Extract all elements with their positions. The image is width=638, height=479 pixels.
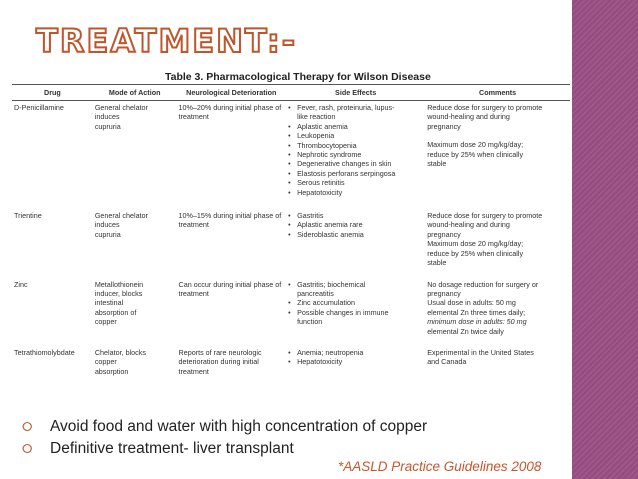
comment-line: Maximum dose 20 mg/kg/day;	[427, 239, 524, 249]
table-row	[12, 101, 570, 198]
side-effect-item: • Degenerative changes in skin	[288, 159, 423, 168]
mode-cell-line: induces	[94, 112, 120, 122]
side-effects-cell	[286, 101, 425, 198]
side-effects-list	[288, 348, 423, 367]
comment-line: Experimental in the United States	[427, 347, 534, 357]
row-spacer-cell	[12, 197, 570, 209]
column-header: Side Effects	[286, 85, 425, 101]
comments-cell	[425, 101, 570, 198]
table-row	[12, 209, 570, 267]
comments-cell	[425, 209, 570, 267]
neuro-cell-line: Reports of rare neurologic	[178, 347, 262, 357]
side-effect-item: • Hepatotoxicity	[288, 188, 423, 197]
neuro-cell	[177, 209, 287, 267]
comment-line: Usual dose in adults: 50 mg	[427, 298, 516, 308]
column-header: Mode of Action	[93, 85, 177, 101]
drug-cell: Tetrathiomolybdate	[14, 347, 75, 357]
row-spacer-cell	[12, 336, 570, 346]
comments-cell	[425, 346, 570, 376]
bullet-item	[16, 416, 427, 438]
column-header: Comments	[425, 85, 570, 101]
neuro-cell-line: treatment	[178, 288, 209, 298]
mode-cell-line: absorption	[94, 366, 129, 376]
row-spacer	[12, 197, 570, 209]
table-body	[12, 101, 570, 377]
side-effect-item: • Thrombocytopenia	[288, 141, 423, 150]
mode-cell-line: absorption of	[94, 307, 137, 317]
side-effect-item: • Gastritis	[288, 211, 423, 220]
comment-line: pregnancy	[427, 121, 461, 131]
table-header-row	[12, 85, 570, 101]
bullet-marker-icon: ⭘	[22, 441, 33, 456]
table-row	[12, 346, 570, 376]
side-effect-item: • Fever, rash, proteinuria, lupus-	[288, 103, 423, 112]
mode-cell-line: copper	[94, 357, 117, 367]
comment-line: stable	[427, 258, 447, 268]
side-effects-list	[288, 103, 423, 197]
slide-title: TREATMENT:-	[36, 22, 298, 60]
bullet-item	[16, 438, 427, 460]
mode-cell-line: Metallothionein	[94, 279, 144, 289]
neuro-cell-line: Can occur during initial phase of	[178, 279, 282, 289]
neuro-cell	[177, 278, 287, 336]
bullet-text: Definitive treatment- liver transplant	[50, 440, 294, 457]
neuro-cell-line: treatment	[178, 112, 209, 122]
mode-cell-line: copper	[94, 317, 117, 327]
table-title: Table 3. Pharmacological Therapy for Wilson Disease	[165, 71, 431, 83]
side-effect-item: • Leukopenia	[288, 131, 423, 140]
side-effects-list	[288, 211, 423, 239]
side-effects-list	[288, 280, 423, 327]
side-effect-item: function	[297, 317, 323, 327]
neuro-cell-line: deterioration during initial	[178, 357, 259, 367]
comment-line: Reduce dose for surgery to promote	[427, 103, 543, 112]
neuro-cell	[177, 346, 287, 376]
comment-line: minimum dose in adults: 50 mg	[427, 317, 527, 327]
comment-line: No dosage reduction for surgery or	[427, 279, 539, 289]
side-effects-cell	[286, 209, 425, 267]
side-effects-cell	[286, 278, 425, 336]
mode-cell-line: inducer, blocks	[94, 288, 143, 298]
side-effect-item: • Sideroblastic anemia	[288, 230, 423, 239]
bullet-text: Avoid food and water with high concentration of copper	[50, 418, 428, 435]
side-effect-item: • Aplastic anemia rare	[288, 220, 423, 229]
mode-cell-line: cupruria	[94, 121, 121, 131]
comment-line: Reduce dose for surgery to promote	[427, 211, 543, 221]
comment-line: stable	[427, 159, 447, 169]
comments-cell	[425, 278, 570, 336]
row-spacer-cell	[12, 268, 570, 278]
mode-cell-line: intestinal	[94, 298, 124, 308]
comment-line: elemental Zn three times daily;	[427, 307, 526, 317]
mode-cell	[93, 101, 177, 198]
mode-cell-line: cupruria	[94, 229, 121, 239]
table-row	[12, 278, 570, 336]
comment-line: wound-healing and during	[427, 220, 510, 230]
comment-line: elemental Zn twice daily	[427, 326, 504, 336]
mode-cell	[93, 346, 177, 376]
side-effect-item: • Serous retinitis	[288, 178, 423, 187]
side-effects-cell	[286, 346, 425, 376]
neuro-cell-line: 10%–15% during initial phase of	[178, 211, 282, 221]
column-header: Neurological Deterioration	[177, 85, 287, 101]
therapy-table	[12, 84, 570, 376]
comment-line: wound-healing and during	[427, 112, 510, 122]
side-effect-item: like reaction	[297, 112, 336, 122]
citation: *AASLD Practice Guidelines 2008	[338, 459, 542, 474]
comment-line: pregnancy	[427, 288, 461, 298]
mode-cell-line: General chelator	[94, 103, 148, 112]
neuro-cell-line: treatment	[178, 366, 209, 376]
bullet-marker-icon: ⭘	[22, 419, 33, 434]
side-effect-item: • Hepatotoxicity	[288, 357, 423, 366]
comment-line: Maximum dose 20 mg/kg/day;	[427, 140, 524, 150]
side-effect-item: pancreatitis	[297, 288, 334, 298]
neuro-cell-line: 10%–20% during initial phase of	[178, 103, 282, 112]
mode-cell-line: induces	[94, 220, 120, 230]
mode-cell	[93, 278, 177, 336]
comment-line: and Canada	[427, 357, 467, 367]
side-effect-item: • Nephrotic syndrome	[288, 150, 423, 159]
comment-line: reduce by 25% when clinically	[427, 149, 524, 159]
comment-gap	[427, 131, 568, 140]
mode-cell-line: General chelator	[94, 211, 148, 221]
side-effect-item: • Anemia; neutropenia	[288, 348, 423, 357]
decorative-side-bar	[572, 0, 638, 479]
neuro-cell-line: treatment	[178, 220, 209, 230]
neuro-cell	[177, 101, 287, 198]
side-effect-item: • Zinc accumulation	[288, 298, 423, 307]
column-header: Drug	[12, 85, 93, 101]
comment-line: pregnancy	[427, 229, 461, 239]
mode-cell-line: Chelator, blocks	[94, 347, 146, 357]
row-spacer	[12, 336, 570, 346]
side-effect-item: • Gastritis; biochemical	[288, 280, 423, 289]
comment-line: reduce by 25% when clinically	[427, 248, 524, 258]
drug-cell: Zinc	[14, 279, 28, 289]
mode-cell	[93, 209, 177, 267]
side-effect-item: • Elastosis perforans serpingosa	[288, 169, 423, 178]
bullet-list	[16, 416, 427, 460]
side-effect-item: • Possible changes in immune	[288, 308, 423, 317]
drug-cell: Trientine	[14, 211, 42, 221]
row-spacer	[12, 268, 570, 278]
drug-cell: D-Penicillamine	[14, 103, 64, 112]
side-effect-item: • Aplastic anemia	[288, 122, 423, 131]
